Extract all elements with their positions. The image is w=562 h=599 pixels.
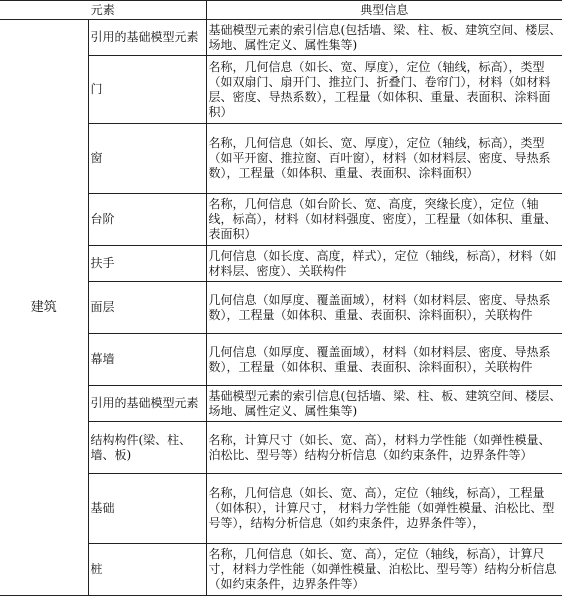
- info-cell: 名称，几何信息（如长、宽、厚度），定位（轴线，标高），类型（如平开窗、推拉窗、百叶窗），材料（如材料层、密度、导热系数），工程量（如体积、重量、表面积、涂料面积）: [206, 124, 562, 194]
- info-cell: 基础模型元素的索引信息(包括墙、梁、柱、板、建筑空间、楼层、场地、属性定义、属性集等): [206, 20, 562, 56]
- info-cell: 名称，几何信息（如长、宽、高），定位（轴线，标高），工程量（如体积），计算尺寸， 材料力学性能（如弹性模量、泊松比、型号等），结构分析信息（如约束条件，边界条件等），: [206, 474, 562, 544]
- sub-element-cell: 门: [88, 56, 206, 124]
- sub-element-cell: 引用的基础模型元素: [88, 386, 206, 422]
- info-cell: 基础模型元素的索引信息(包括墙、梁、柱、板、建筑空间、楼层、场地、属性定义、属性集等): [206, 386, 562, 422]
- category-cell: 建筑: [0, 20, 88, 596]
- sub-element-cell: 引用的基础模型元素: [88, 20, 206, 56]
- info-cell: 名称，几何信息（如台阶长、宽、高度，突缘长度），定位（轴线，标高），材料（如材料强度、密度），工程量（如体积、重量、表面积）: [206, 194, 562, 246]
- info-cell: 名称，计算尺寸（如长、宽、高），材料力学性能（如弹性模量、泊松比、型号等）结构分析信息（如约束条件，边界条件等）: [206, 422, 562, 474]
- table-row: [0, 20, 562, 56]
- sub-element-cell: 基础: [88, 474, 206, 544]
- info-cell: 几何信息（如厚度、覆盖面域），材料（如材料层、密度、导热系数），工程量（如体积、重量、表面积、涂料面积），关联构件: [206, 282, 562, 334]
- header-element: 元素: [0, 1, 206, 20]
- header-info: 典型信息: [206, 1, 562, 20]
- info-cell: 名称，几何信息（如长、宽、高），定位（轴线，标高），计算尺寸，材料力学性能（如弹性模量、泊松比、型号等）结构分析信息（如约束条件，边界条件等）: [206, 544, 562, 596]
- sub-element-cell: 结构构件(梁、柱、墙、板): [88, 422, 206, 474]
- sub-element-cell: 桩: [88, 544, 206, 596]
- sub-element-cell: 扶手: [88, 246, 206, 282]
- sub-element-cell: 窗: [88, 124, 206, 194]
- table-header-row: [0, 1, 562, 20]
- info-cell: 几何信息（如厚度、覆盖面域），材料（如材料层、密度、导热系数），工程量（如体积、重量、表面积、涂料面积），关联构件: [206, 334, 562, 386]
- sub-element-cell: 台阶: [88, 194, 206, 246]
- sub-element-cell: 面层: [88, 282, 206, 334]
- info-cell: 名称，几何信息（如长、宽、厚度），定位（轴线，标高），类型（如双扇门、扇开门、推拉门、折叠门、卷帘门），材料（如材料层、密度、导热系数），工程量（如体积、重量、表面积、涂料面积）: [206, 56, 562, 124]
- sub-element-cell: 幕墙: [88, 334, 206, 386]
- info-cell: 几何信息（如长度、高度，样式），定位（轴线，标高），材料（如材料层、密度）、关联构件: [206, 246, 562, 282]
